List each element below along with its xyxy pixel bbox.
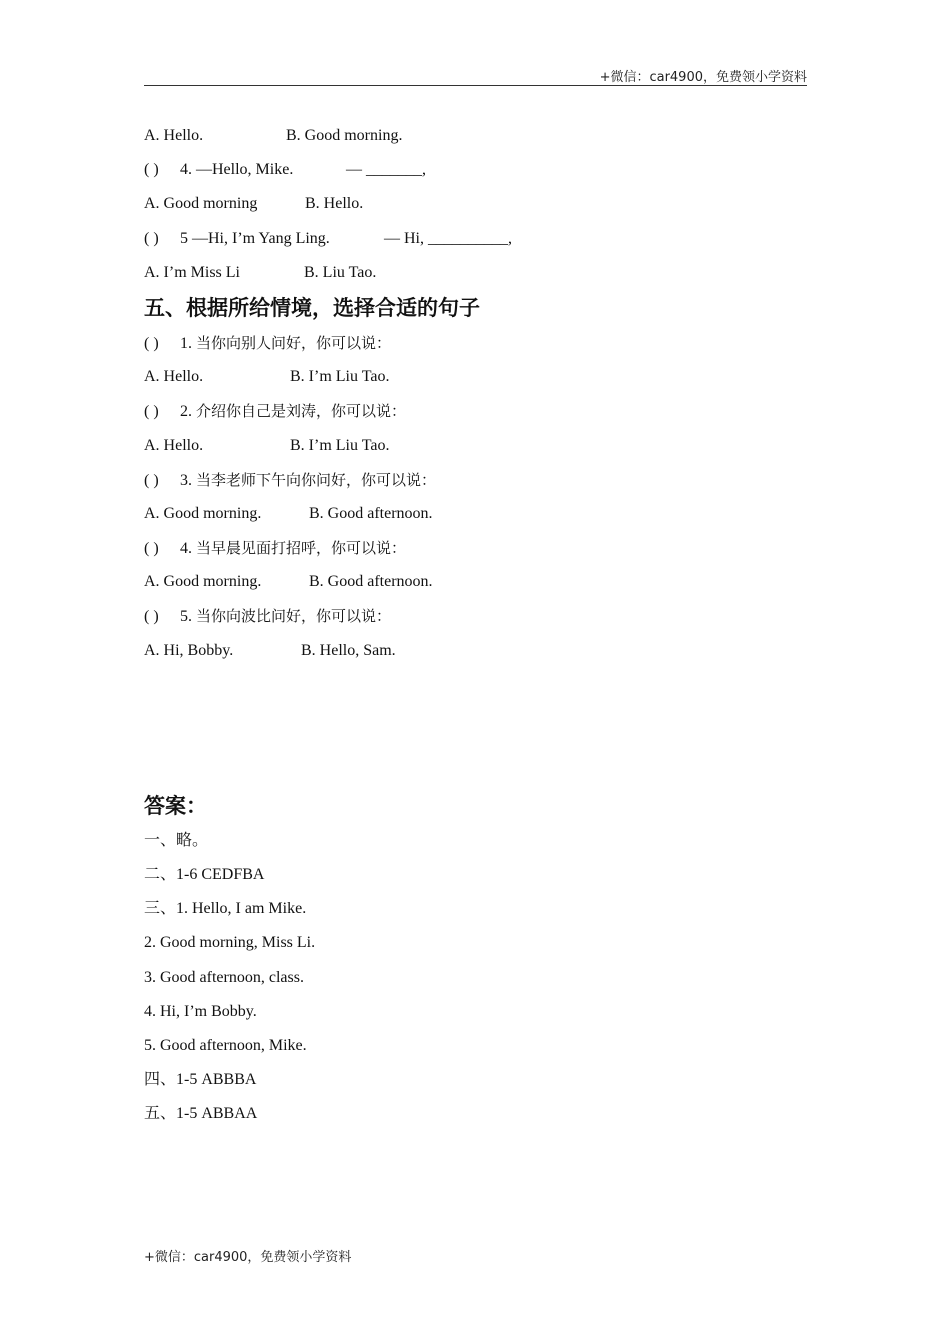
page-content [144,119,807,1132]
option-b: B. Good afternoon. [309,504,433,522]
page-footer: +微信：car4900，免费领小学资料 [144,1250,352,1265]
option-b: B. Hello, Sam. [301,641,396,659]
answer-paren: ( ) [144,471,159,489]
options-line [144,634,807,668]
question-number: 1. [180,334,192,352]
question-text: 当李老师下午向你问好，你可以说： [196,470,437,489]
question-number: 5. [180,608,192,626]
answer-line: 五、1-5 ABBAA [144,1105,258,1123]
options-line [144,360,807,394]
answer-line: 三、1. Hello, I am Mike. [144,900,307,918]
option-a: A. Hello. [144,368,204,386]
answer-line: 3. Good afternoon, class. [144,968,304,986]
answer-paren: ( ) [144,161,159,179]
question-line [144,326,807,360]
question-text: 4. —Hello, Mike. [180,161,294,179]
option-a: A. Good morning [144,195,258,213]
question-text: 当你向波比问好，你可以说： [196,607,392,626]
question-text: 介绍你自己是刘涛，你可以说： [196,402,407,421]
option-a: A. Hello. [144,436,204,454]
option-b: B. Good afternoon. [309,573,433,591]
question-text: 当你向别人问好，你可以说： [196,333,392,352]
options-line [144,256,807,290]
question-line [144,222,807,256]
question-text: 当早晨见面打招呼，你可以说： [196,539,407,558]
option-a: A. Good morning. [144,573,262,591]
question-line [144,153,807,187]
option-b: B. I’m Liu Tao. [290,436,390,454]
option-a: A. Hello. [144,127,204,144]
answer-line: 二、1-6 CEDFBA [144,866,265,883]
answers-title: 答案： [144,793,207,818]
answer-paren: ( ) [144,403,159,421]
page-header: +微信：car4900，免费领小学资料 [599,70,807,85]
option-a: A. Good morning. [144,504,262,522]
option-a: A. I’m Miss Li [144,263,240,281]
spacer [144,668,807,788]
section-title: 五、根据所给情境，选择合适的句子 [144,295,480,320]
question-line [144,531,807,565]
question-number: 2. [180,403,192,421]
options-line [144,429,807,463]
question-line [144,599,807,633]
answer-line: 5. Good afternoon, Mike. [144,1036,307,1054]
answer-line: 2. Good morning, Miss Li. [144,934,316,952]
options-line [144,497,807,531]
answer-paren: ( ) [144,229,159,247]
options-line [144,565,807,599]
question-number: 4. [180,540,192,558]
answer-line: 四、1-5 ABBBA [144,1071,257,1089]
question-reply: — _______, [346,161,426,179]
option-b: B. I’m Liu Tao. [290,368,390,386]
option-b: B. Liu Tao. [304,263,377,281]
options-line [144,187,807,221]
option-b: B. Hello. [305,195,364,213]
question-text: 5 —Hi, I’m Yang Ling. [180,229,330,247]
answer-paren: ( ) [144,334,159,352]
answer-paren: ( ) [144,608,159,626]
option-b: B. Good morning. [286,127,403,144]
answer-line: 4. Hi, I’m Bobby. [144,1002,257,1020]
question-line [144,463,807,497]
answer-line: 一、略。 [144,831,209,849]
question-reply: — Hi, __________, [384,229,512,247]
options-line [144,119,807,153]
answer-paren: ( ) [144,540,159,558]
header-divider [144,85,807,86]
option-a: A. Hi, Bobby. [144,641,234,659]
question-number: 3. [180,471,192,489]
question-line [144,394,807,428]
